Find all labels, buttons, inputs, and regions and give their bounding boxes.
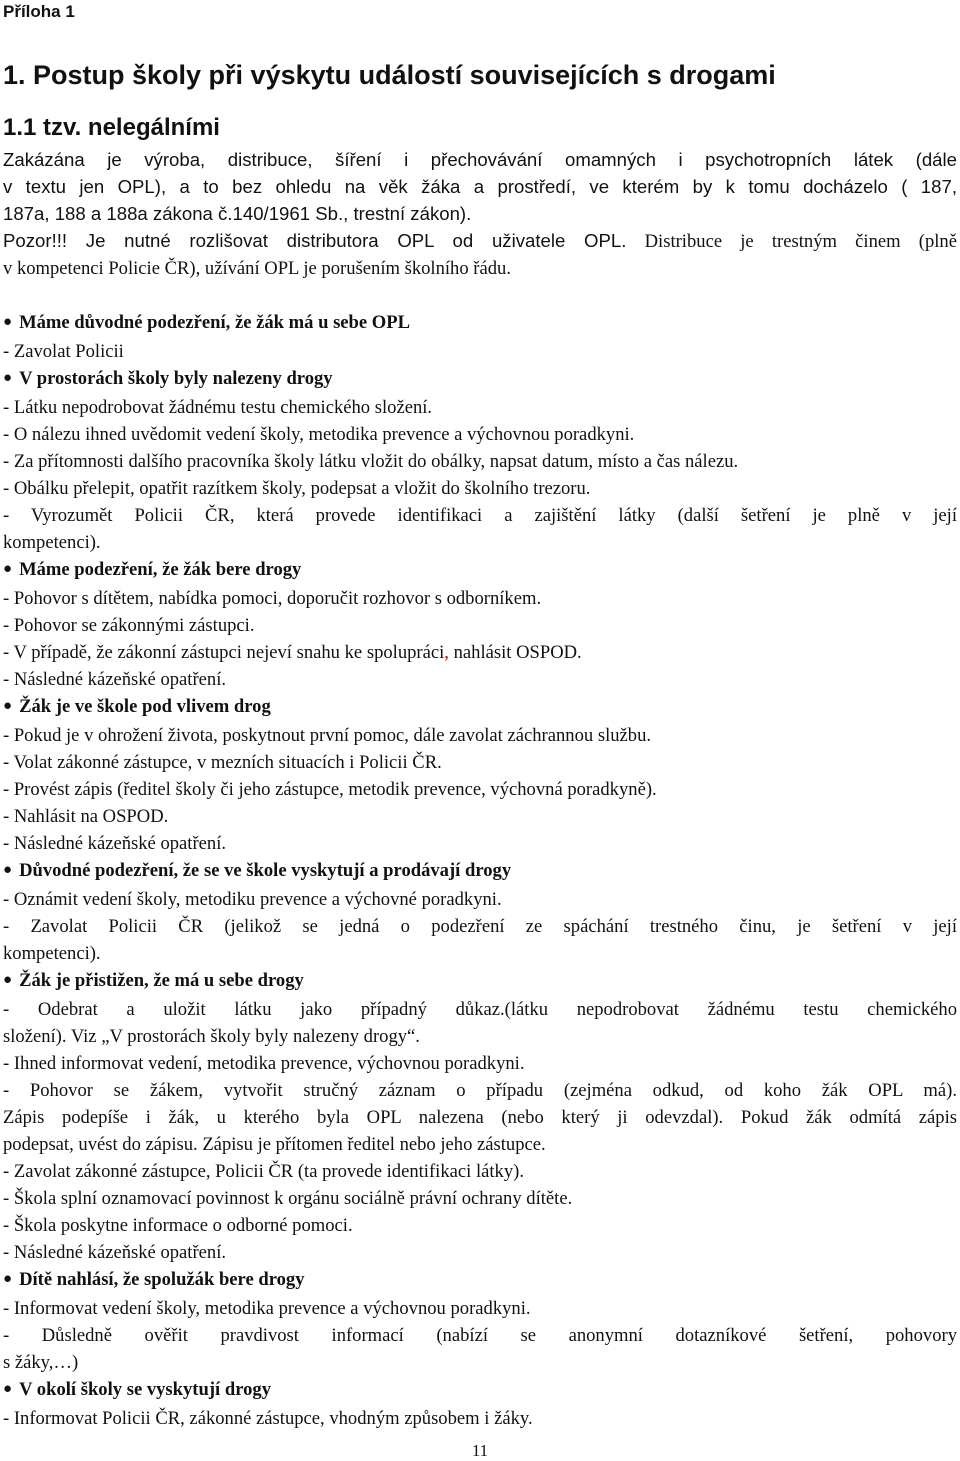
- list-item-cont: Zápis podepíše i žák, u kterého byla OPL nalezena (nebo který ji odevzdal). Pokud žák odmítá zápis: [3, 1107, 957, 1128]
- list-item: - Následné kázeňské opatření.: [3, 833, 227, 854]
- bullet-icon: ●: [3, 1271, 13, 1287]
- appendix-label: Příloha 1: [3, 2, 75, 21]
- section-heading: [3, 309, 957, 338]
- heading-text: V okolí školy se vyskytují drogy: [19, 1379, 271, 1400]
- list-item: - Pohovor se zákonnými zástupci.: [3, 615, 255, 636]
- section-heading: [3, 857, 957, 886]
- list-item: [3, 639, 957, 666]
- bullet-icon: ●: [3, 862, 13, 878]
- list-item: - Důsledně ověřit pravdivost informací (nabízí se anonymní dotazníkové šetření, pohovory: [3, 1325, 957, 1346]
- list-item: - Následné kázeňské opatření.: [3, 669, 227, 690]
- bullet-icon: ●: [3, 698, 13, 714]
- list-item: - Škola splní oznamovací povinnost k orgánu sociálně právní ochrany dítěte.: [3, 1188, 573, 1209]
- section-heading: [3, 967, 957, 996]
- list-item-cont: kompetenci).: [3, 532, 101, 553]
- list-item: - O nálezu ihned uvědomit vedení školy, metodika prevence a výchovnou poradkyni.: [3, 424, 635, 445]
- heading-text: Dítě nahlásí, že spolužák bere drogy: [19, 1269, 305, 1290]
- list-item: - Pokud je v ohrožení života, poskytnout první pomoc, dále zavolat záchrannou službu.: [3, 725, 652, 746]
- bullet-icon: ●: [3, 1381, 13, 1397]
- list-item: - Pohovor s dítětem, nabídka pomoci, doporučit rozhovor s odborníkem.: [3, 588, 542, 609]
- red-comma: ,: [444, 642, 449, 663]
- heading-text: Důvodné podezření, že se ve škole vyskytují a prodávají drogy: [19, 860, 512, 881]
- section-heading: [3, 1266, 957, 1295]
- list-item: - Škola poskytne informace o odborné pomoci.: [3, 1215, 353, 1236]
- list-item: - Obálku přelepit, opatřit razítkem školy, podepsat a vložit do školního trezoru.: [3, 478, 591, 499]
- list-item: - Volat zákonné zástupce, v mezních situacích i Policii ČR.: [3, 752, 442, 773]
- section-heading: [3, 693, 957, 722]
- list-item-cont: s žáky,…): [3, 1352, 79, 1373]
- intro-line: v textu jen OPL), a to bez ohledu na věk žáka a prostředí, ve kterém by k tomu docházelo ( 187,: [3, 176, 957, 197]
- list-item: - Informovat vedení školy, metodika prevence a výchovnou poradkyni.: [3, 1298, 531, 1319]
- warning-line: v kompetenci Policie ČR), užívání OPL je porušením školního řádu.: [3, 258, 511, 279]
- heading-text: Máme podezření, že žák bere drogy: [19, 559, 302, 580]
- list-item-cont: podepsat, uvést do zápisu. Zápisu je přítomen ředitel nebo jeho zástupce.: [3, 1134, 546, 1155]
- list-item: - Ihned informovat vedení, metodika prevence, výchovnou poradkyni.: [3, 1053, 525, 1074]
- list-item: - Následné kázeňské opatření.: [3, 1242, 227, 1263]
- list-item: - Provést zápis (ředitel školy či jeho zástupce, metodik prevence, výchovná poradkyně).: [3, 779, 657, 800]
- list-item: - Za přítomnosti dalšího pracovníka školy látku vložit do obálky, napsat datum, místo a čas nálezu.: [3, 451, 739, 472]
- bullet-icon: ●: [3, 972, 13, 988]
- list-item-cont: kompetenci).: [3, 943, 101, 964]
- list-item: - Zavolat Policii ČR (jelikož se jedná o podezření ze spáchání trestného činu, je šetření v její: [3, 916, 957, 937]
- bullet-icon: ●: [3, 370, 13, 386]
- warning-line: [3, 227, 957, 255]
- list-item: - Odebrat a uložit látku jako případný důkaz.(látku nepodrobovat žádnému testu chemického: [3, 999, 957, 1020]
- document-body: [3, 146, 957, 1432]
- bullet-icon: ●: [3, 561, 13, 577]
- list-item-text: - V případě, že zákonní zástupci nejeví snahu ke spolupráci: [3, 642, 445, 663]
- intro-line: Zakázána je výroba, distribuce, šíření i přechovávání omamných i psychotropních látek (dále: [3, 149, 957, 170]
- intro-paragraph: [3, 146, 957, 227]
- list-item: - Látku nepodrobovat žádnému testu chemického složení.: [3, 397, 433, 418]
- list-item: - Zavolat Policii: [3, 341, 124, 362]
- heading-text: Žák je přistižen, že má u sebe drogy: [19, 970, 304, 991]
- list-item: - Nahlásit na OSPOD.: [3, 806, 169, 827]
- list-item-text: nahlásit OSPOD.: [448, 642, 582, 663]
- heading-text: V prostorách školy byly nalezeny drogy: [19, 368, 333, 389]
- warning-text: Pozor!!! Je nutné rozlišovat distributora OPL od uživatele OPL.: [3, 230, 627, 251]
- intro-line: 187a, 188 a 188a zákona č.140/1961 Sb., trestní zákon).: [3, 203, 472, 224]
- list-item: - Vyrozumět Policii ČR, která provede identifikaci a zajištění látky (další šetření je plně v její: [3, 505, 957, 526]
- list-item: - Oznámit vedení školy, metodiku prevence a výchovné poradkyni.: [3, 889, 502, 910]
- heading-text: Žák je ve škole pod vlivem drog: [19, 696, 271, 717]
- section-heading: [3, 365, 957, 394]
- spacer: [3, 282, 957, 309]
- section-subtitle: 1.1 tzv. nelegálními: [3, 114, 220, 141]
- page-number: 11: [471, 1441, 489, 1460]
- list-item: - Zavolat zákonné zástupce, Policii ČR (ta provede identifikaci látky).: [3, 1161, 524, 1182]
- list-item-cont: složení). Viz „V prostorách školy byly nalezeny drogy“.: [3, 1026, 420, 1047]
- page-title: 1. Postup školy při výskytu událostí souvisejících s drogami: [3, 60, 776, 90]
- bullet-icon: ●: [3, 314, 13, 330]
- section-heading: [3, 556, 957, 585]
- list-item: - Informovat Policii ČR, zákonné zástupce, vhodným způsobem i žáky.: [3, 1408, 533, 1429]
- heading-text: Máme důvodné podezření, že žák má u sebe OPL: [19, 312, 411, 333]
- section-heading: [3, 1376, 957, 1405]
- warning-paragraph: [3, 227, 957, 282]
- list-item: - Pohovor se žákem, vytvořit stručný záznam o případu (zejména odkud, od koho žák OPL má).: [3, 1080, 957, 1101]
- warning-text-cont: Distribuce je trestným činem (plně: [626, 231, 957, 252]
